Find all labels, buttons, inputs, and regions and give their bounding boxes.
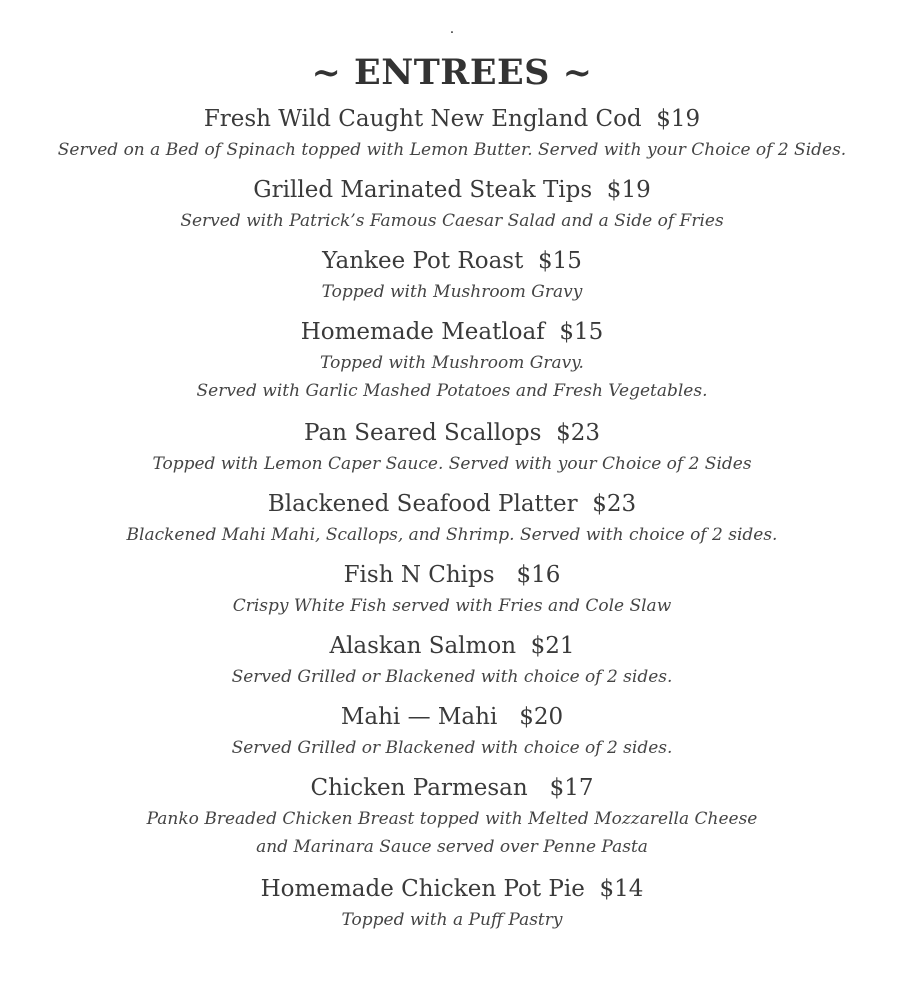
description-line: and Marinara Sauce served over Penne Pasta [256,837,648,857]
description-line: Served with Patrick’s Famous Caesar Salad and a Side of Fries [180,211,724,231]
menu-item [0,557,904,628]
menu-item-description [0,522,904,548]
menu-item-description [0,907,904,933]
menu-item-description [0,664,904,690]
menu-item [0,486,904,557]
section-heading: ~ ENTREES ~ [311,52,593,93]
menu-item [0,172,904,243]
menu-item-description [0,350,904,406]
menu-item-title: Homemade Meatloaf $15 [300,319,604,345]
menu-item-description [0,735,904,761]
description-line: Served with Garlic Mashed Potatoes and Fresh Vegetables. [196,381,708,401]
description-line: Panko Breaded Chicken Breast topped with Melted Mozzarella Cheese [146,809,758,829]
description-line: Served Grilled or Blackened with choice of 2 sides. [231,738,673,758]
description-line: Served Grilled or Blackened with choice of 2 sides. [231,667,673,687]
menu-item-description [0,208,904,234]
menu-item-title: Fresh Wild Caught New England Cod $19 [203,106,701,132]
menu-item [0,101,904,172]
menu-item [0,699,904,770]
menu-item-description [0,451,904,477]
menu-item-description [0,279,904,305]
menu-item [0,770,904,871]
menu-item-title: Yankee Pot Roast $15 [322,248,582,274]
menu-item-title: Fish N Chips $16 [343,562,561,588]
top-marker: . [449,21,455,37]
menu-item-title: Pan Seared Scallops $23 [304,420,600,446]
menu-item-title: Grilled Marinated Steak Tips $19 [253,177,651,203]
description-line: Blackened Mahi Mahi, Scallops, and Shrimp. Served with choice of 2 sides. [126,525,778,545]
menu-item-description [0,137,904,163]
entree-list [0,101,904,942]
menu-item [0,871,904,942]
menu-item-title: Blackened Seafood Platter $23 [267,491,637,517]
description-line: Topped with Mushroom Gravy. [320,353,584,373]
menu-item-description [0,593,904,619]
description-line: Topped with Lemon Caper Sauce. Served with your Choice of 2 Sides [152,454,752,474]
description-line: Topped with Mushroom Gravy [321,282,583,302]
menu-item [0,628,904,699]
menu-item-title: Chicken Parmesan $17 [310,775,594,801]
menu-item [0,314,904,415]
menu-item [0,415,904,486]
menu-item-title: Homemade Chicken Pot Pie $14 [260,876,644,902]
description-line: Crispy White Fish served with Fries and Cole Slaw [232,596,672,616]
menu-item [0,243,904,314]
menu-item-title: Mahi — Mahi $20 [340,704,564,730]
description-line: Served on a Bed of Spinach topped with Lemon Butter. Served with your Choice of 2 Sides. [57,140,847,160]
description-line: Topped with a Puff Pastry [341,910,563,930]
menu-item-description [0,806,904,862]
menu-item-title: Alaskan Salmon $21 [329,633,575,659]
